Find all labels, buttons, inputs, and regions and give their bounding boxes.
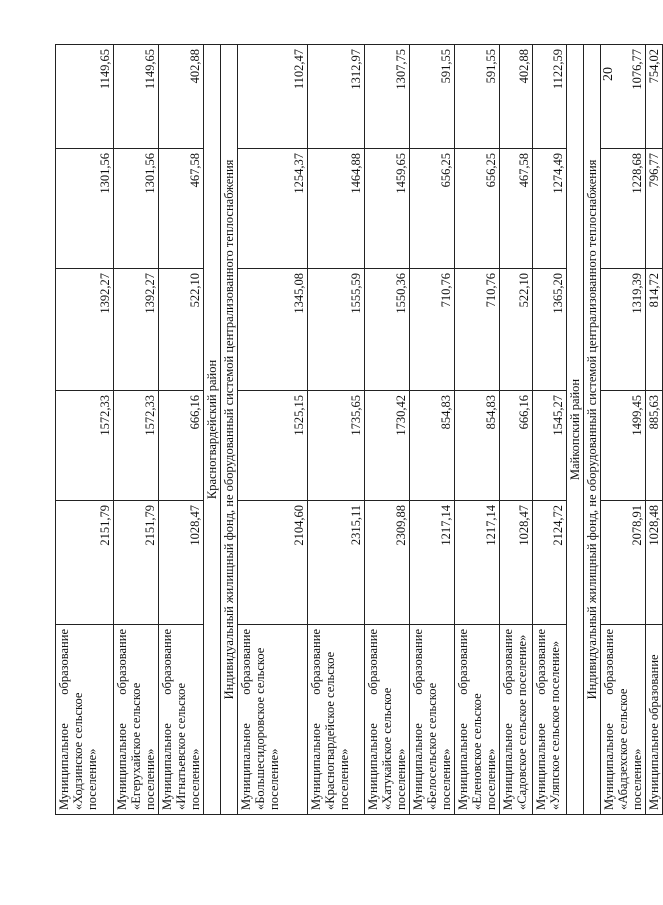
value-cell: 1319,39 (601, 269, 646, 391)
value-cell: 1301,56 (56, 149, 114, 269)
value-cell: 2124,72 (533, 501, 567, 625)
municipality-name-cell (533, 625, 567, 815)
value-cell: 1228,68 (601, 149, 646, 269)
municipality-name-line: «Хатукайское сельское поселение» (380, 687, 408, 810)
district-title: Красногвардейский район (204, 45, 221, 815)
value-cell: 467,58 (500, 149, 533, 269)
district-title: Майкопский район (567, 45, 584, 815)
value-cell: 796,77 (646, 149, 663, 269)
municipality-name-cell (410, 625, 455, 815)
table-body (56, 45, 663, 815)
value-cell: 2151,79 (56, 501, 114, 625)
value-cell: 1525,15 (238, 391, 308, 501)
municipality-name-cell (601, 625, 646, 815)
value-cell: 1254,37 (238, 149, 308, 269)
value-cell: 1312,97 (308, 45, 365, 149)
value-cell: 522,10 (159, 269, 204, 391)
municipality-name-line: «Большесидоровское сельское (253, 647, 267, 810)
value-cell: 1572,33 (114, 391, 159, 501)
value-cell: 710,76 (410, 269, 455, 391)
value-cell: 1735,65 (308, 391, 365, 501)
municipality-name-cell (159, 625, 204, 815)
value-cell: 666,16 (159, 391, 204, 501)
municipality-name-line: Муниципальное образование (309, 629, 323, 810)
value-cell: 1572,33 (56, 391, 114, 501)
value-cell: 1550,36 (365, 269, 410, 391)
municipality-name-cell (114, 625, 159, 815)
table-row (238, 45, 308, 815)
value-cell: 1149,65 (114, 45, 159, 149)
table-row (56, 45, 114, 815)
municipality-name-line: Муниципальное образование (239, 629, 253, 810)
value-cell: 885,63 (646, 391, 663, 501)
municipality-name-cell (646, 625, 663, 815)
value-cell: 1464,88 (308, 149, 365, 269)
table-row (159, 45, 204, 815)
value-cell: 591,55 (410, 45, 455, 149)
value-cell: 591,55 (455, 45, 500, 149)
value-cell: 1555,59 (308, 269, 365, 391)
municipality-name-line: Муниципальное образование (534, 629, 548, 810)
table-row (646, 45, 663, 815)
value-cell: 710,76 (455, 269, 500, 391)
value-cell: 1307,75 (365, 45, 410, 149)
value-cell: 1122,59 (533, 45, 567, 149)
value-cell: 1345,08 (238, 269, 308, 391)
value-cell: 1028,48 (646, 501, 663, 625)
value-cell: 1102,47 (238, 45, 308, 149)
rotated-page (55, 45, 661, 815)
value-cell: 854,83 (410, 391, 455, 501)
municipality-name-line: поселение» (267, 748, 281, 810)
municipality-name-cell (56, 625, 114, 815)
municipality-name-line: Муниципальное образование (57, 629, 71, 810)
municipality-name-cell (455, 625, 500, 815)
municipality-name-line: «Белосельское сельское поселение» (425, 682, 453, 810)
table-row (308, 45, 365, 815)
municipality-name-line: Муниципальное образование (411, 629, 425, 810)
value-cell: 2151,79 (114, 501, 159, 625)
municipality-name-line: Муниципальное образование (160, 629, 174, 810)
table-row (365, 45, 410, 815)
tariff-table (55, 44, 663, 815)
value-cell: 1301,56 (114, 149, 159, 269)
municipality-name-cell (238, 625, 308, 815)
municipality-name-cell (500, 625, 533, 815)
value-cell: 754,02 (646, 45, 663, 149)
value-cell: 1274,49 (533, 149, 567, 269)
value-cell: 1730,42 (365, 391, 410, 501)
value-cell: 854,83 (455, 391, 500, 501)
table-row (455, 45, 500, 815)
value-cell: 402,88 (500, 45, 533, 149)
municipality-name-line: «Абадзехское сельское поселение» (616, 688, 644, 810)
municipality-name-line: поселение» (337, 748, 351, 810)
value-cell: 522,10 (500, 269, 533, 391)
value-cell: 2078,91 (601, 501, 646, 625)
value-cell: 1149,65 (56, 45, 114, 149)
municipality-name-line: Муниципальное образование (366, 629, 380, 810)
value-cell: 2309,88 (365, 501, 410, 625)
table-row (410, 45, 455, 815)
section-heading: Индивидуальный жилищный фонд, не оборудованный системой централизованного теплоснабжения (584, 45, 601, 815)
municipality-name-cell (308, 625, 365, 815)
value-cell: 1076,77 (601, 45, 646, 149)
value-cell: 1392,27 (56, 269, 114, 391)
municipality-name-line: Муниципальное образование (456, 629, 470, 810)
table-row (533, 45, 567, 815)
municipality-name-line: «Садовское сельское поселение» (515, 634, 529, 810)
value-cell: 1365,20 (533, 269, 567, 391)
value-cell: 656,25 (410, 149, 455, 269)
value-cell: 402,88 (159, 45, 204, 149)
district-row (567, 45, 584, 815)
municipality-name-line: Муниципальное образование (501, 629, 515, 810)
page-number: 20 (601, 67, 616, 81)
table-row (500, 45, 533, 815)
value-cell: 1545,27 (533, 391, 567, 501)
municipality-name-cell (365, 625, 410, 815)
value-cell: 656,25 (455, 149, 500, 269)
heading-row (584, 45, 601, 815)
value-cell: 2315,11 (308, 501, 365, 625)
section-heading: Индивидуальный жилищный фонд, не оборудованный системой централизованного теплоснабжения (221, 45, 238, 815)
table-row (114, 45, 159, 815)
value-cell: 1028,47 (159, 501, 204, 625)
value-cell: 1217,14 (410, 501, 455, 625)
heading-row (221, 45, 238, 815)
municipality-name-line: Муниципальное образование (115, 629, 129, 810)
municipality-name-line: «Егерухайское сельское поселение» (129, 682, 157, 810)
district-row (204, 45, 221, 815)
value-cell: 1028,47 (500, 501, 533, 625)
municipality-name-line: «Ходзинское сельское поселение» (71, 692, 99, 810)
value-cell: 666,16 (500, 391, 533, 501)
value-cell: 1392,27 (114, 269, 159, 391)
municipality-name-line: Муниципальное образование (602, 629, 616, 810)
municipality-name-line: «Игнатьевское сельское поселение» (174, 682, 202, 810)
table-row (601, 45, 646, 815)
value-cell: 814,72 (646, 269, 663, 391)
municipality-name-line: «Красногвардейское сельское (323, 651, 337, 810)
municipality-name-line: Муниципальное образование (647, 654, 661, 810)
value-cell: 1499,45 (601, 391, 646, 501)
value-cell: 2104,60 (238, 501, 308, 625)
municipality-name-line: «Еленовское сельское поселение» (470, 693, 498, 810)
value-cell: 1217,14 (455, 501, 500, 625)
value-cell: 1459,65 (365, 149, 410, 269)
municipality-name-line: «Уляпское сельское поселение» (548, 640, 562, 810)
value-cell: 467,58 (159, 149, 204, 269)
